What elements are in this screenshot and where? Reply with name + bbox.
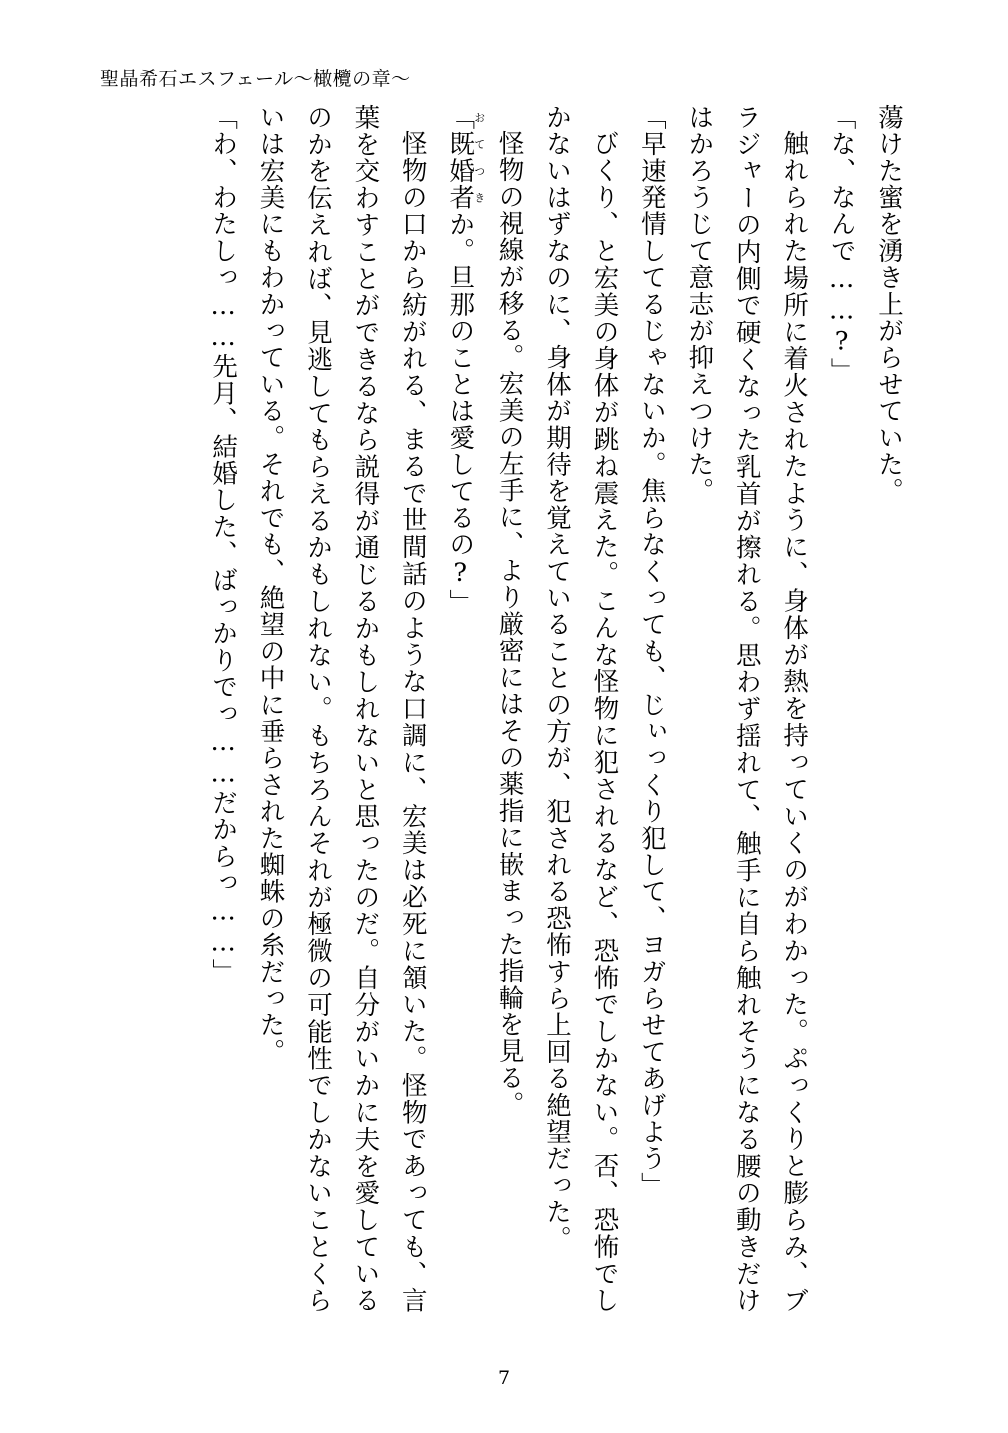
ruby-text: おてつき: [472, 104, 486, 211]
page-number: 7: [497, 1367, 511, 1389]
paragraph: 「な、なんで……?」: [826, 104, 857, 385]
paragraph-tail: か。旦那のことは愛してるの?」: [445, 210, 476, 616]
paragraph: びくり、と宏美の身体が跳ね震えた。こんな怪物に犯されるなど、恐怖でしかない。否、恐怖でしかないはずなのに、身体が期待を覚えていることの方が、犯される恐怖すら上回る絶望だった。: [542, 104, 620, 1314]
ruby-base: 「既婚者: [445, 104, 476, 211]
paragraph: 蕩けた蜜を湧き上がらせていた。: [874, 104, 904, 505]
paragraph: 怪物の視線が移る。宏美の左手に、より厳密にはその薬指に嵌まった指輪を見る。: [494, 130, 525, 1118]
paragraph: 「早速発情してるじゃないか。焦らなくっても、じぃっくり犯して、ヨガらせてあげよう」: [636, 104, 667, 1199]
paragraph: 怪物の口から紡がれる、まるで世間話のような口調に、宏美は必死に頷いた。怪物であっても、言葉を交わすことができるなら説得が通じるかもしれないと思ったのだ。自分がいかに夫を愛しているのかを伝えれば、見逃してもらえるかもしれない。もちろんそれが極微の可能性でしかないことくらいは宏美にもわかっている。それでも、絶望の中に垂らされた蜘蛛の糸だった。: [255, 104, 428, 1314]
paragraph-with-ruby: [436, 104, 485, 1314]
ruby-annotation: [445, 104, 486, 211]
paragraph: 触れられた場所に着火されたように、身体が熱を持っていくのがわかった。ぷっくりと膨らみ、ブラジャーの内側で硬くなった乳首が擦れる。思わず揺れて、触手に自ら触れそうになる腰の動きだけはかろうじて意志が抑えつけた。: [684, 104, 810, 1314]
paragraph: 「わ、わたしっ……先月、結婚した、ばっかりでっ……だからっ……」: [208, 104, 239, 986]
running-header: 聖晶希石エスフェール〜橄欖の章〜: [100, 68, 411, 90]
body-text-column: [124, 104, 912, 1314]
